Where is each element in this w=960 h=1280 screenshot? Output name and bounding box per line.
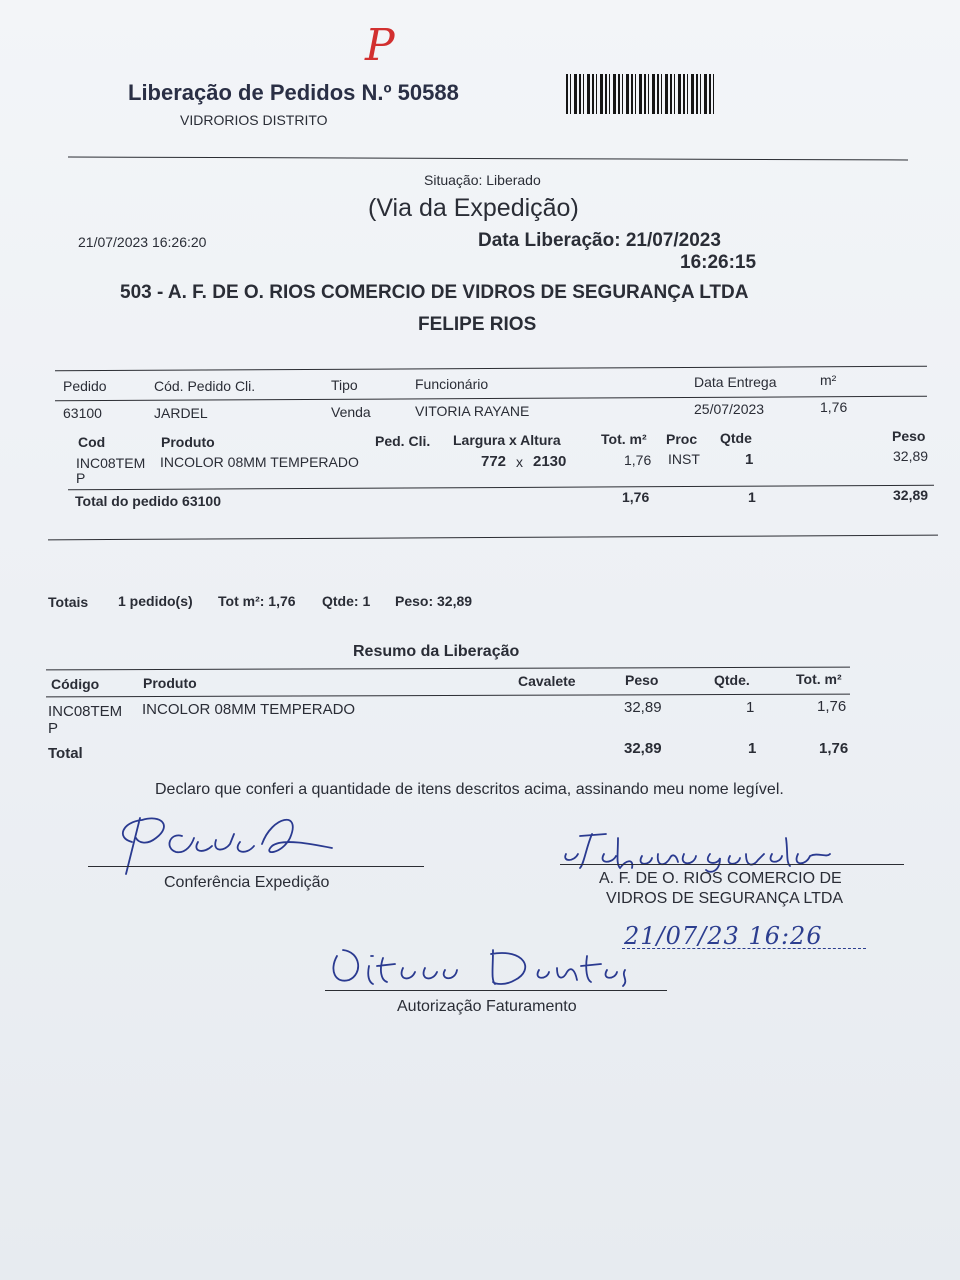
item-times: x bbox=[516, 454, 523, 470]
col-header-pedido: Pedido bbox=[63, 378, 107, 394]
summary-qtde: 1 bbox=[746, 699, 755, 716]
item-header-cod: Cod bbox=[78, 434, 106, 450]
summary-total-tot-m2: 1,76 bbox=[819, 740, 849, 757]
summary-tot-m2: 1,76 bbox=[817, 698, 847, 715]
totals-qtde: Qtde: 1 bbox=[322, 593, 371, 609]
order-total-peso: 32,89 bbox=[893, 487, 929, 503]
summary-total-qtde: 1 bbox=[748, 740, 757, 757]
summary-header-produto: Produto bbox=[143, 675, 197, 691]
item-header-qtde: Qtde bbox=[720, 430, 752, 446]
order-client-code: JARDEL bbox=[154, 405, 208, 421]
signature-conferencia bbox=[112, 808, 352, 878]
item-width: 772 bbox=[481, 453, 507, 470]
col-header-tipo: Tipo bbox=[331, 377, 358, 393]
summary-total-label: Total bbox=[48, 745, 83, 762]
summary-header-cavalete: Cavalete bbox=[518, 673, 576, 689]
order-total-m2: 1,76 bbox=[622, 489, 650, 505]
summary-code: INC08TEM bbox=[48, 703, 123, 720]
col-header-m2: m² bbox=[820, 372, 837, 388]
summary-code-wrap: P bbox=[48, 720, 59, 737]
print-timestamp: 21/07/2023 16:26:20 bbox=[78, 234, 207, 250]
release-date: Data Liberação: 21/07/2023 bbox=[478, 230, 721, 251]
order-delivery-date: 25/07/2023 bbox=[694, 401, 765, 417]
item-header-dimensions: Largura x Altura bbox=[453, 432, 561, 448]
item-code-wrap: P bbox=[76, 470, 86, 486]
totals-label: Totais bbox=[48, 594, 89, 610]
summary-header-peso: Peso bbox=[625, 672, 659, 688]
summary-peso: 32,89 bbox=[624, 699, 662, 716]
totals-peso: Peso: 32,89 bbox=[395, 593, 473, 609]
col-header-data-entrega: Data Entrega bbox=[694, 374, 777, 390]
item-product: INCOLOR 08MM TEMPERADO bbox=[160, 454, 359, 470]
item-code: INC08TEM bbox=[76, 455, 146, 471]
item-tot-m2: 1,76 bbox=[624, 452, 652, 468]
order-number: 63100 bbox=[63, 405, 102, 421]
order-total-label: Total do pedido 63100 bbox=[75, 493, 221, 509]
declaration-text: Declaro que conferi a quantidade de itens descritos acima, assinando meu nome legível. bbox=[155, 781, 784, 798]
status-label: Situação: Liberado bbox=[424, 172, 541, 188]
summary-total-peso: 32,89 bbox=[624, 740, 662, 757]
signature-label-faturamento: Autorização Faturamento bbox=[397, 998, 577, 1015]
item-header-peso: Peso bbox=[892, 428, 926, 444]
signature-label-conferencia: Conferência Expedição bbox=[164, 874, 330, 891]
summary-header-codigo: Código bbox=[51, 676, 100, 692]
order-total-qtde: 1 bbox=[748, 489, 756, 505]
signature-faturamento bbox=[325, 940, 635, 1000]
item-header-tot-m2: Tot. m² bbox=[601, 431, 647, 447]
order-employee: VITORIA RAYANE bbox=[415, 403, 530, 419]
handwritten-mark: P bbox=[365, 20, 395, 71]
item-header-proc: Proc bbox=[666, 431, 698, 447]
client-name: 503 - A. F. DE O. RIOS COMERCIO DE VIDROS DE SEGURANÇA LTDA bbox=[120, 282, 749, 303]
totals-orders: 1 pedido(s) bbox=[118, 593, 193, 609]
col-header-funcionario: Funcionário bbox=[415, 376, 489, 392]
client-contact: FELIPE RIOS bbox=[418, 314, 537, 335]
totals-m2: Tot m²: 1,76 bbox=[218, 593, 296, 609]
summary-product: INCOLOR 08MM TEMPERADO bbox=[142, 701, 356, 718]
signature-client bbox=[560, 824, 850, 874]
signature-label-client-line1: A. F. DE O. RIOS COMERCIO DE bbox=[599, 870, 842, 887]
release-time: 16:26:15 bbox=[680, 252, 757, 273]
item-height: 2130 bbox=[533, 453, 567, 470]
summary-header-qtde: Qtde. bbox=[714, 672, 750, 688]
col-header-cod-pedido-cli: Cód. Pedido Cli. bbox=[154, 378, 256, 394]
item-qtde: 1 bbox=[745, 451, 754, 468]
copy-type: (Via da Expedição) bbox=[368, 194, 579, 222]
item-header-produto: Produto bbox=[161, 434, 215, 450]
order-m2: 1,76 bbox=[820, 399, 848, 415]
barcode bbox=[566, 74, 714, 114]
order-type: Venda bbox=[331, 404, 371, 420]
summary-title: Resumo da Liberação bbox=[353, 643, 520, 660]
company-subtitle: VIDRORIOS DISTRITO bbox=[180, 112, 328, 128]
summary-header-tot-m2: Tot. m² bbox=[796, 671, 842, 687]
document-title: Liberação de Pedidos N.º 50588 bbox=[128, 80, 459, 105]
item-peso: 32,89 bbox=[893, 448, 929, 464]
item-header-ped-cli: Ped. Cli. bbox=[375, 433, 431, 449]
handwritten-date: 21/07/23 16:26 bbox=[624, 922, 823, 950]
item-proc: INST bbox=[668, 451, 700, 467]
signature-label-client-line2: VIDROS DE SEGURANÇA LTDA bbox=[606, 890, 844, 907]
